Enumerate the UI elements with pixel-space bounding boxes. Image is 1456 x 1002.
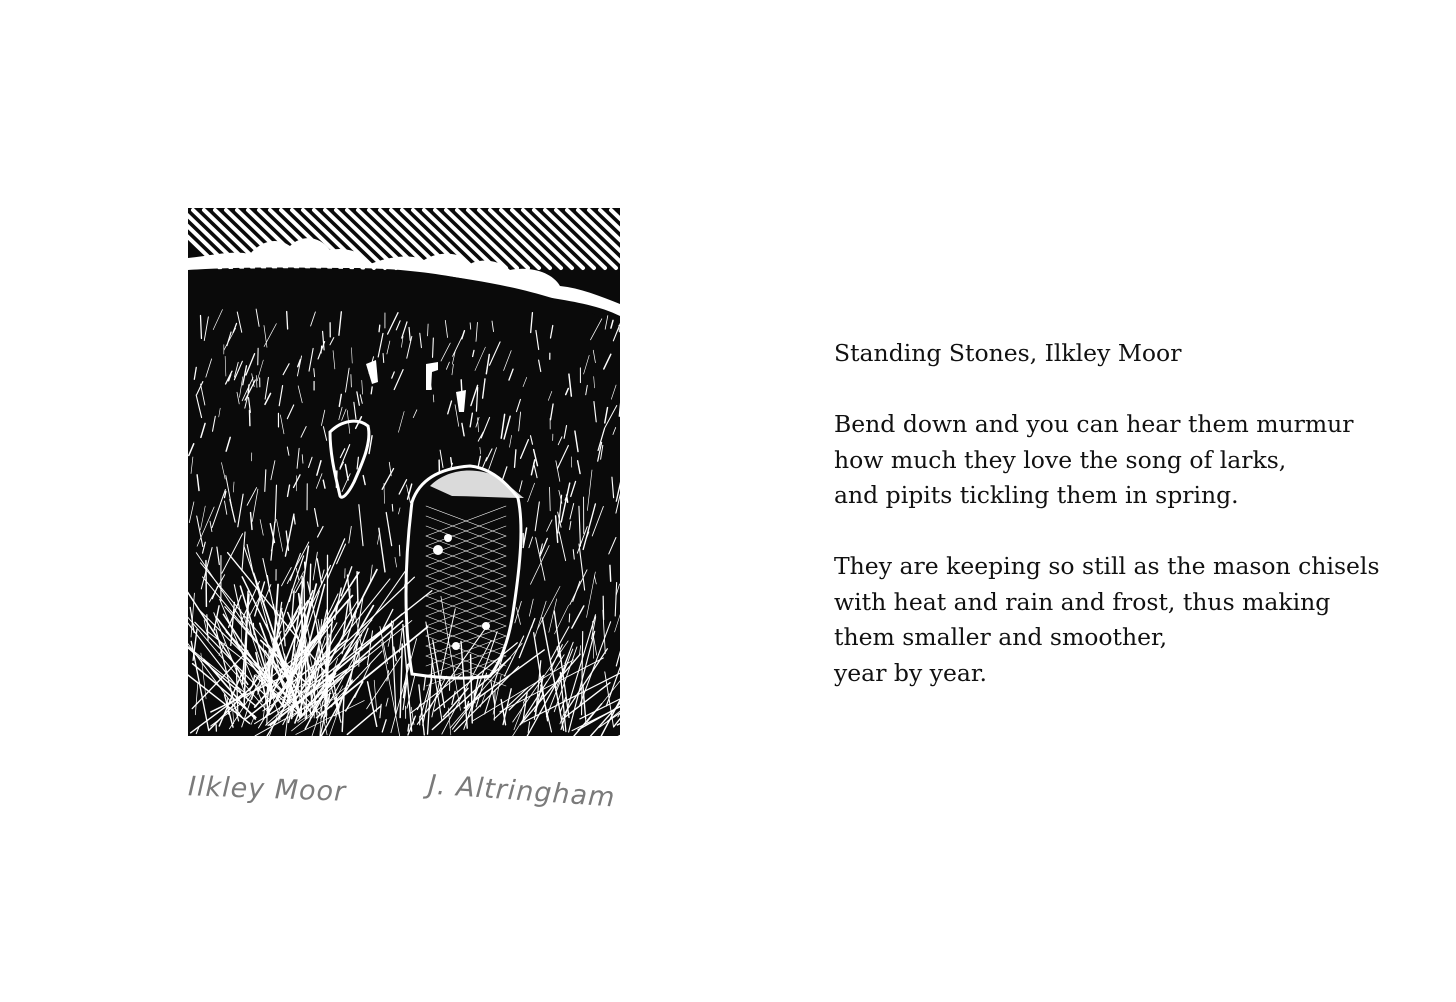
- grass-stroke: [451, 458, 452, 465]
- stone-mark-1: [444, 534, 452, 542]
- standing-stones-engraving: [180, 206, 622, 740]
- poem-title: Standing Stones, Ilkley Moor: [834, 339, 1182, 367]
- stone-mark-3: [482, 622, 490, 630]
- print-title-pencil: Ilkley Moor: [187, 771, 347, 808]
- poem-line: with heat and rain and frost, thus making: [834, 587, 1331, 616]
- stanza-1: [834, 407, 1434, 514]
- grass-stroke: [408, 724, 409, 731]
- poem-line: Bend down and you can hear them murmur: [834, 410, 1354, 438]
- stanza-2: [834, 549, 1434, 691]
- grass-stroke: [610, 565, 611, 581]
- poem-line: They are keeping so still as the mason chisels: [834, 552, 1380, 580]
- woodcut-print: [180, 206, 622, 740]
- grass-stroke: [392, 504, 393, 511]
- poem-line: and pipits tickling them in spring.: [834, 481, 1239, 509]
- stone-mark-2: [433, 545, 443, 555]
- grass-stroke: [310, 564, 311, 591]
- poem-line: year by year.: [834, 658, 988, 687]
- grass-stroke: [428, 324, 429, 336]
- poem: [834, 336, 1434, 727]
- poem-line: them smaller and smoother,: [834, 623, 1168, 651]
- stone-mark-4: [452, 642, 460, 650]
- artist-signature: J. Altringham: [427, 769, 617, 814]
- grass-stroke: [379, 325, 380, 332]
- poem-line: how much they love the song of larks,: [834, 445, 1287, 474]
- grass-stroke: [470, 323, 471, 329]
- grass-stroke: [383, 354, 384, 363]
